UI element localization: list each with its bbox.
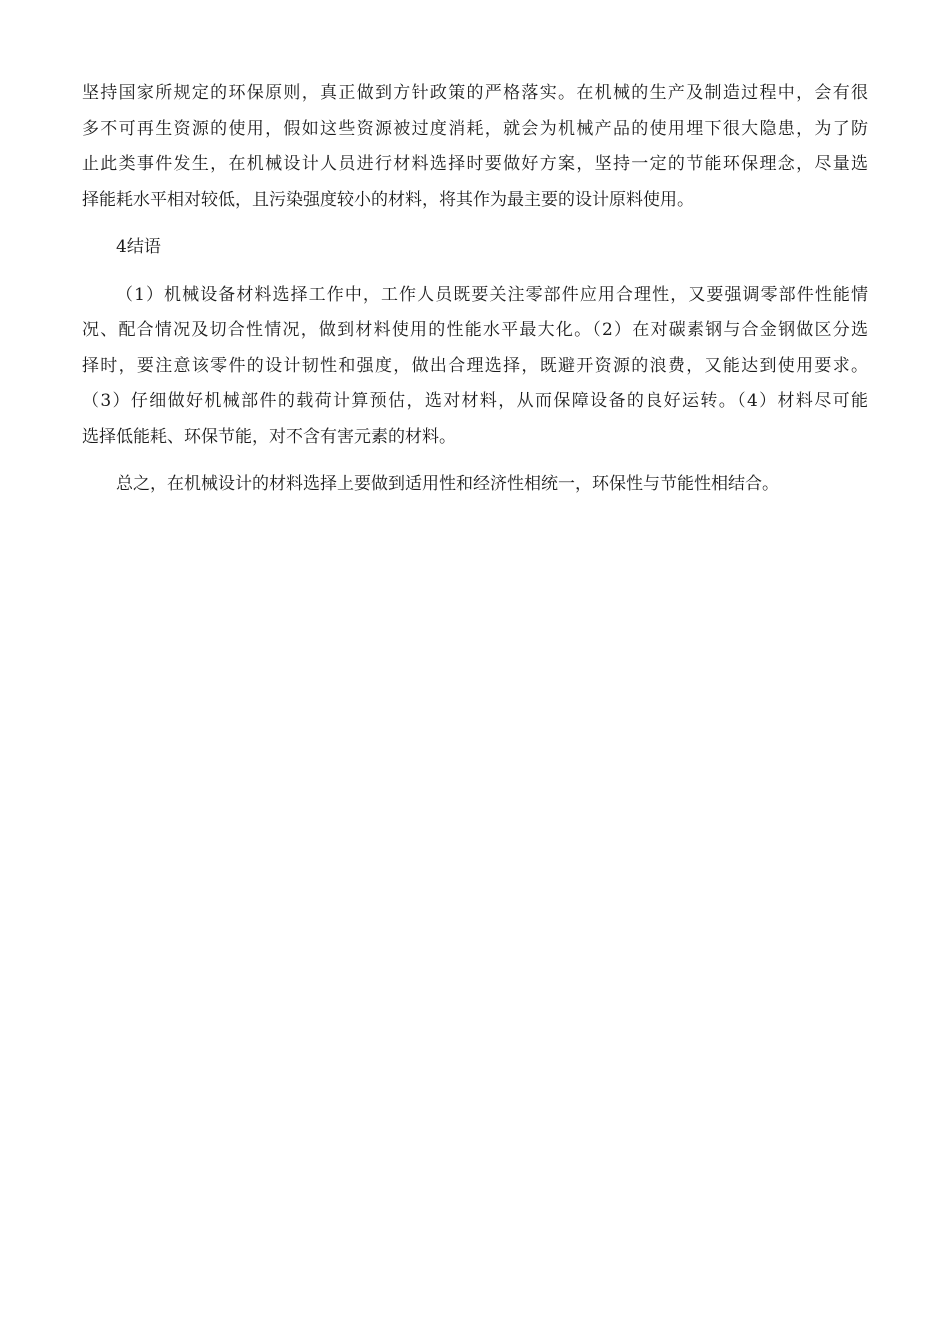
text-line: （3）仔细做好机械部件的载荷计算预估，选对材料，从而保障设备的良好运转。（4）材料尽可能 <box>82 391 868 411</box>
text-line: 止此类事件发生，在机械设计人员进行材料选择时要做好方案，坚持一定的节能环保理念，尽量选 <box>82 154 868 174</box>
text-line: （1）机械设备材料选择工作中，工作人员既要关注零部件应用合理性，又要强调零部件性能情 <box>116 284 868 305</box>
paragraph-conclusion-points <box>48 278 868 456</box>
section-heading-conclusion: 4结语 <box>116 237 161 257</box>
text-line: 选择低能耗、环保节能，对不含有害元素的材料。 <box>82 426 456 447</box>
text-line: 总之，在机械设计的材料选择上要做到适用性和经济性相统一，环保性与节能性相结合。 <box>116 474 779 494</box>
text-line: 择时，要注意该零件的设计韧性和强度，做出合理选择，既避开资源的浪费，又能达到使用要求。 <box>82 355 868 376</box>
paragraph-environmental-principles <box>82 76 868 218</box>
document-page <box>82 76 868 503</box>
paragraph-summary <box>82 467 868 503</box>
text-line: 况、配合情况及切合性情况，做到材料使用的性能水平最大化。（2）在对碳素钢与合金钢做区分选 <box>82 320 868 340</box>
text-line: 坚持国家所规定的环保原则，真正做到方针政策的严格落实。在机械的生产及制造过程中，会有很 <box>82 83 868 103</box>
text-line: 择能耗水平相对较低，且污染强度较小的材料，将其作为最主要的设计原料使用。 <box>82 189 694 210</box>
text-line: 多不可再生资源的使用，假如这些资源被过度消耗，就会为机械产品的使用埋下很大隐患，为了防 <box>82 118 868 139</box>
